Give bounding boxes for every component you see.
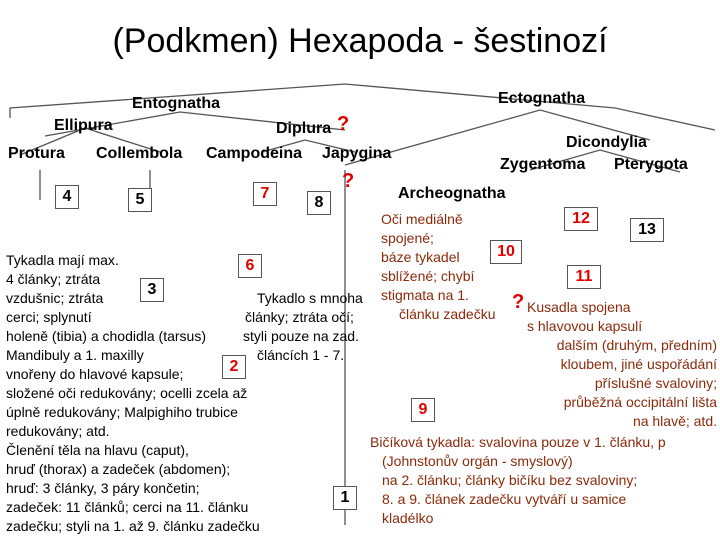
note-line: Kusadla spojena (527, 299, 631, 315)
note-line: 8. a 9. článek zadečku vytváří u samice (382, 491, 627, 507)
note-line: (Johnstonův orgán - smyslový) (382, 453, 573, 469)
note-line: příslušné svaloviny; (594, 375, 717, 391)
note-line: složené oči redukovány; ocelli zcela až (6, 385, 248, 401)
note-line: na 2. článku; články bičíku bez svaloviny; (382, 472, 638, 488)
note-middle (243, 289, 363, 365)
note-line: holeně (tibia) a chodidla (tarsus) (6, 328, 206, 344)
note-line: sblížené; chybí (381, 268, 475, 284)
note-line: Tykadlo s mnoha (257, 290, 363, 306)
node-box-4: 4 (55, 185, 79, 209)
node-box-2: 2 (222, 355, 246, 379)
node-box-3: 3 (140, 278, 164, 302)
question-mark-kusadla: ? (512, 291, 525, 313)
note-line: Tykadla mají max. (6, 252, 119, 268)
taxon-ellipura: Ellipura (54, 117, 113, 134)
taxon-protura: Protura (8, 145, 65, 162)
node-box-11: 11 (567, 265, 601, 289)
taxon-entognatha: Entognatha (132, 95, 220, 112)
note-line: 4 články; ztráta (6, 271, 101, 287)
note-line: redukovány; atd. (6, 423, 110, 439)
node-box-13: 13 (630, 218, 664, 242)
note-line: na hlavě; atd. (632, 413, 717, 429)
taxon-diplura: Diplura (276, 120, 332, 137)
note-line: cerci; splynutí (6, 309, 92, 325)
node-box-1: 1 (333, 486, 357, 510)
taxon-ectognatha: Ectognatha (498, 90, 586, 107)
note-line: článku zadečku (399, 306, 496, 322)
note-line: dalším (druhým, předním) (556, 337, 717, 353)
note-line: články; ztráta očí; (245, 309, 354, 325)
note-right (527, 298, 717, 431)
node-box-9: 9 (411, 398, 435, 422)
note-line: průběžná occipitální lišta (563, 394, 717, 410)
note-line: styli pouze na zad. (243, 328, 359, 344)
taxon-japygina: Japygina (322, 145, 392, 162)
note-line: vzdušnic; ztráta (6, 290, 104, 306)
node-box-6: 6 (238, 254, 262, 278)
node-box-5: 5 (128, 188, 152, 212)
note-line: Členění těla na hlavu (caput), (6, 442, 189, 458)
note-bottom-right (370, 433, 666, 528)
note-line: zadečku; styli na 1. až 9. článku zadečku (6, 518, 260, 534)
note-line: Bičíková tykadla: svalovina pouze v 1. článku, p (370, 434, 666, 450)
taxon-archeognatha: Archeognatha (398, 185, 506, 202)
note-line: spojené; (381, 230, 434, 246)
note-line: stigmata na 1. (381, 287, 469, 303)
note-line: zadeček: 11 článků; cerci na 11. článku (6, 499, 249, 515)
note-line: báze tykadel (381, 249, 460, 265)
note-line: kloubem, jiné uspořádání (560, 356, 717, 372)
taxon-pterygota: Pterygota (614, 156, 688, 173)
node-box-12: 12 (564, 207, 598, 231)
note-line: s hlavovou kapsulí (527, 318, 643, 334)
note-line: Oči mediálně (381, 211, 463, 227)
node-box-8: 8 (307, 191, 331, 215)
question-mark-diplura: ? (337, 113, 350, 135)
note-line: kladélko (382, 510, 434, 526)
taxon-collembola: Collembola (96, 145, 183, 162)
note-line: úplně redukovány; Malpighiho trubice (6, 404, 238, 420)
page-title: (Podkmen) Hexapoda - šestinozí (112, 22, 608, 60)
note-left (6, 251, 260, 536)
question-mark-archeognatha: ? (342, 170, 355, 192)
note-line: článcích 1 - 7. (257, 347, 345, 363)
node-box-10: 10 (490, 240, 522, 264)
note-archeognatha (381, 210, 496, 324)
note-line: hruď: 3 články, 3 páry končetin; (6, 480, 200, 496)
taxon-campodeina: Campodeina (206, 145, 303, 162)
note-line: Mandibuly a 1. maxilly (6, 347, 144, 363)
taxon-dicondylia: Dicondylia (566, 134, 647, 151)
taxon-zygentoma: Zygentoma (500, 156, 586, 173)
note-line: hruď (thorax) a zadeček (abdomen); (6, 461, 231, 477)
note-line: vnořeny do hlavové kapsule; (6, 366, 184, 382)
node-box-7: 7 (253, 182, 277, 206)
